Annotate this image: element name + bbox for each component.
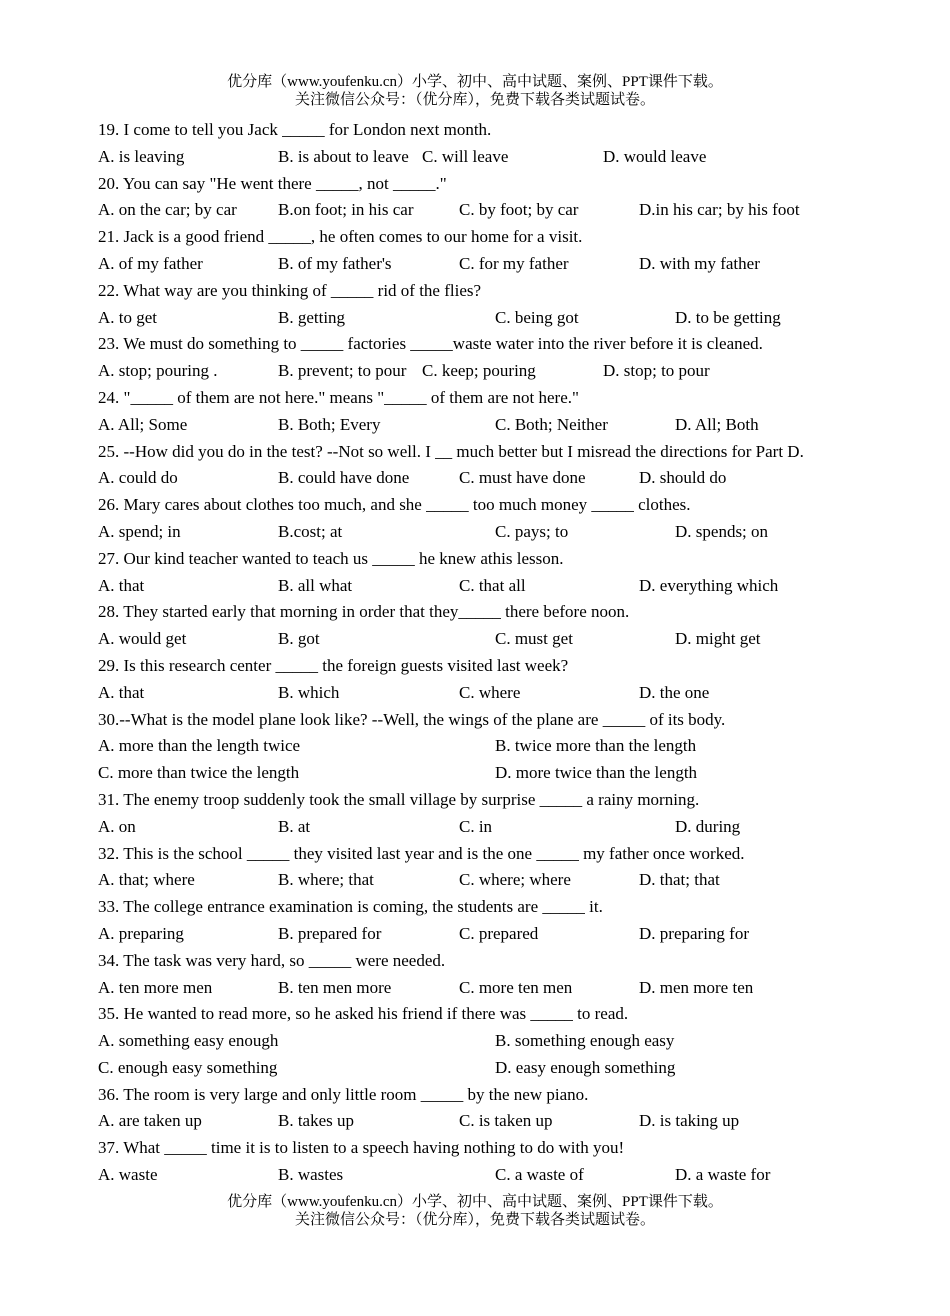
question-stem: 37. What _____ time it is to listen to a speech having nothing to do with you! <box>98 1138 625 1158</box>
option-b: B. is about to leave <box>278 146 409 166</box>
option-row <box>98 760 898 787</box>
option-b: B. prepared for <box>278 923 382 943</box>
option-a: A. that <box>98 682 145 702</box>
option-a: A. ten more men <box>98 977 213 997</box>
option-row <box>98 251 898 278</box>
option-row <box>98 680 898 707</box>
question-stem: 32. This is the school _____ they visited last year and is the one _____ my father once worked. <box>98 843 745 863</box>
option-d: D. preparing for <box>639 923 749 943</box>
option-row <box>98 921 898 948</box>
question-stem: 31. The enemy troop suddenly took the small village by surprise _____ a rainy morning. <box>98 789 700 809</box>
question-stem: 27. Our kind teacher wanted to teach us _____ he knew athis lesson. <box>98 548 564 568</box>
option-a: A. that; where <box>98 870 195 890</box>
option-c: C. more ten men <box>459 977 573 997</box>
question-stem: 24. "_____ of them are not here." means "_____ of them are not here." <box>98 387 579 407</box>
option-b: B.on foot; in his car <box>278 200 414 220</box>
option-b: B. of my father's <box>278 253 392 273</box>
option-c: C. pays; to <box>495 521 569 541</box>
option-d: D. that; that <box>639 870 720 890</box>
page-header <box>0 73 950 109</box>
option-c: C. more than twice the length <box>98 763 300 783</box>
header-line-1: 优分库（www.youfenku.cn）小学、初中、高中试题、案例、PPT课件下载。 <box>227 74 723 90</box>
option-a: A. preparing <box>98 923 184 943</box>
option-row <box>98 1055 898 1082</box>
option-row <box>98 197 898 224</box>
option-b: B. ten men more <box>278 977 392 997</box>
option-c: C. must get <box>495 629 573 649</box>
option-b: B. wastes <box>278 1165 344 1185</box>
option-c: C. where <box>459 682 521 702</box>
option-d: D. the one <box>639 682 710 702</box>
question-stem: 36. The room is very large and only little room _____ by the new piano. <box>98 1084 589 1104</box>
option-b: B. got <box>278 629 320 649</box>
option-a: A. is leaving <box>98 146 185 166</box>
option-c: C. enough easy something <box>98 1057 278 1077</box>
option-c: C. by foot; by car <box>459 200 579 220</box>
option-b: B. at <box>278 816 311 836</box>
option-c: C. is taken up <box>459 1111 553 1131</box>
option-a: A. on the car; by car <box>98 200 237 220</box>
option-row <box>98 519 898 546</box>
option-row <box>98 144 898 171</box>
option-a: A. of my father <box>98 253 203 273</box>
option-d: D. easy enough something <box>495 1057 676 1077</box>
option-row <box>98 733 898 760</box>
option-row <box>98 573 898 600</box>
question-stem: 29. Is this research center _____ the foreign guests visited last week? <box>98 655 569 675</box>
option-row <box>98 1108 898 1135</box>
option-c: C. where; where <box>459 870 571 890</box>
option-b: B.cost; at <box>278 521 343 541</box>
option-d: D. everything which <box>639 575 779 595</box>
option-c: C. a waste of <box>495 1165 584 1185</box>
page-footer <box>0 1193 950 1229</box>
question-stem: 19. I come to tell you Jack _____ for London next month. <box>98 120 492 139</box>
option-d: D. would leave <box>603 146 707 166</box>
option-d: D. a waste for <box>675 1165 771 1185</box>
option-c: C. for my father <box>459 253 569 273</box>
question-stem: 26. Mary cares about clothes too much, and she _____ too much money _____ clothes. <box>98 495 691 515</box>
option-a: A. something easy enough <box>98 1031 279 1051</box>
option-a: A. would get <box>98 629 187 649</box>
option-row <box>98 358 898 385</box>
option-c: C. keep; pouring <box>422 361 536 381</box>
option-c: C. Both; Neither <box>495 414 608 434</box>
header-line-2: 关注微信公众号：（优分库），免费下载各类试题试卷。 <box>294 92 655 108</box>
option-row <box>98 975 898 1002</box>
option-a: A. are taken up <box>98 1111 202 1131</box>
option-a: A. stop; pouring . <box>98 361 218 381</box>
option-d: D.in his car; by his foot <box>639 200 800 220</box>
option-b: B. Both; Every <box>278 414 381 434</box>
question-stem: 22. What way are you thinking of _____ rid of the flies? <box>98 280 482 300</box>
option-b: B. getting <box>278 307 346 327</box>
option-c: C. prepared <box>459 923 539 943</box>
question-stem: 23. We must do something to _____ factories _____waste water into the river before it is cleaned. <box>98 334 763 354</box>
question-stem: 20. You can say "He went there _____, not _____." <box>98 173 447 193</box>
option-row <box>98 412 898 439</box>
option-b: B. could have done <box>278 468 410 488</box>
footer-line-2: 关注微信公众号：（优分库），免费下载各类试题试卷。 <box>294 1212 655 1228</box>
question-stem: 21. Jack is a good friend _____, he often comes to our home for a visit. <box>98 227 583 247</box>
option-d: D. All; Both <box>675 414 759 434</box>
question-stem: 25. --How did you do in the test? --Not so well. I __ much better but I misread the directions for Part D. <box>98 441 804 461</box>
question-stem: 28. They started early that morning in order that they_____ there before noon. <box>98 602 630 622</box>
option-d: D. should do <box>639 468 727 488</box>
question-stem: 30.--What is the model plane look like? --Well, the wings of the plane are _____ of its body. <box>98 709 726 729</box>
option-a: A. All; Some <box>98 414 188 434</box>
question-stem: 33. The college entrance examination is coming, the students are _____ it. <box>98 897 603 917</box>
option-a: A. could do <box>98 468 178 488</box>
option-c: C. will leave <box>422 146 509 166</box>
question-list <box>98 117 898 1189</box>
option-b: B. something enough easy <box>495 1031 675 1051</box>
question-stem: 35. He wanted to read more, so he asked his friend if there was _____ to read. <box>98 1004 629 1024</box>
option-d: D. is taking up <box>639 1111 740 1131</box>
option-row <box>98 626 898 653</box>
option-d: D. stop; to pour <box>603 361 710 381</box>
option-d: D. spends; on <box>675 521 769 541</box>
option-b: B. twice more than the length <box>495 736 697 756</box>
option-a: A. more than the length twice <box>98 736 301 756</box>
option-c: C. in <box>459 816 493 836</box>
option-b: B. which <box>278 682 340 702</box>
footer-line-1: 优分库（www.youfenku.cn）小学、初中、高中试题、案例、PPT课件下载。 <box>227 1194 723 1210</box>
option-row <box>98 1162 898 1189</box>
option-row <box>98 814 898 841</box>
option-d: D. with my father <box>639 253 760 273</box>
option-row <box>98 1028 898 1055</box>
option-d: D. to be getting <box>675 307 781 327</box>
question-stem: 34. The task was very hard, so _____ were needed. <box>98 950 446 970</box>
option-c: C. that all <box>459 575 526 595</box>
option-d: D. men more ten <box>639 977 754 997</box>
option-a: A. to get <box>98 307 158 327</box>
option-row <box>98 305 898 332</box>
option-a: A. waste <box>98 1165 158 1185</box>
option-row <box>98 867 898 894</box>
option-c: C. must have done <box>459 468 586 488</box>
option-a: A. on <box>98 816 136 836</box>
option-b: B. prevent; to pour <box>278 361 407 381</box>
option-d: D. during <box>675 816 741 836</box>
option-row <box>98 465 898 492</box>
option-a: A. spend; in <box>98 521 181 541</box>
option-a: A. that <box>98 575 145 595</box>
option-b: B. where; that <box>278 870 374 890</box>
option-d: D. might get <box>675 629 761 649</box>
option-c: C. being got <box>495 307 579 327</box>
option-d: D. more twice than the length <box>495 763 698 783</box>
option-b: B. all what <box>278 575 353 595</box>
option-b: B. takes up <box>278 1111 355 1131</box>
